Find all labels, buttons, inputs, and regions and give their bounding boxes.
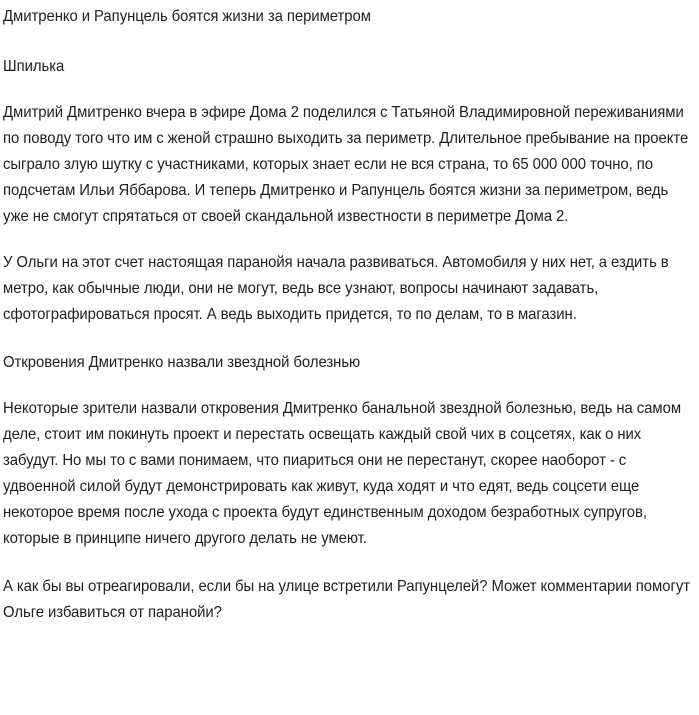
article-title: Дмитренко и Рапунцель боятся жизни за периметром	[3, 8, 371, 25]
article-body	[0, 4, 699, 626]
article-paragraph-1: Дмитрий Дмитренко вчера в эфире Дома 2 поделился с Татьяной Владимировной переживаниями по поводу того что им с женой страшно выходить за периметр. Длительное пребывание на проекте сыграло злую шутку с участниками, которых знает если не вся страна, то 65 000 000 точно, по подсчетам Ильи Яббарова. И теперь Дмитренко и Рапунцель боятся жизни за периметром, ведь уже не смогут спрятаться от своей скандальной известности в периметре Дома 2.	[3, 104, 689, 225]
article-byline: Шпилька	[3, 58, 65, 75]
article-paragraph-2: У Ольги на этот счет настоящая паранойя начала развиваться. Автомобиля у них нет, а ездить в метро, как обычные люди, они не могут, ведь все узнают, вопросы начинают задавать, сфотографироваться просят. А ведь выходить придется, то по делам, то в магазин.	[3, 254, 669, 323]
article-subheading: Откровения Дмитренко назвали звездной болезнью	[3, 354, 361, 371]
article-closing-question: А как бы вы отреагировали, если бы на улице встретили Рапунцелей? Может комментарии помогут Ольге избавиться от паранойи?	[3, 578, 691, 621]
article-paragraph-3: Некоторые зрители назвали откровения Дмитренко банальной звездной болезнью, ведь на самом деле, стоит им покинуть проект и перестать освещать каждый свой чих в соцсетях, как о них забудут. Но мы то с вами понимаем, что пиариться они не перестанут, скорее наоборот - с удвоенной силой будут демонстрировать как живут, куда ходят и что едят, ведь соцсети еще некоторое время после ухода с проекта будут единственным доходом безработных супругов, которые в принципе ничего другого делать не умеют.	[3, 400, 682, 547]
